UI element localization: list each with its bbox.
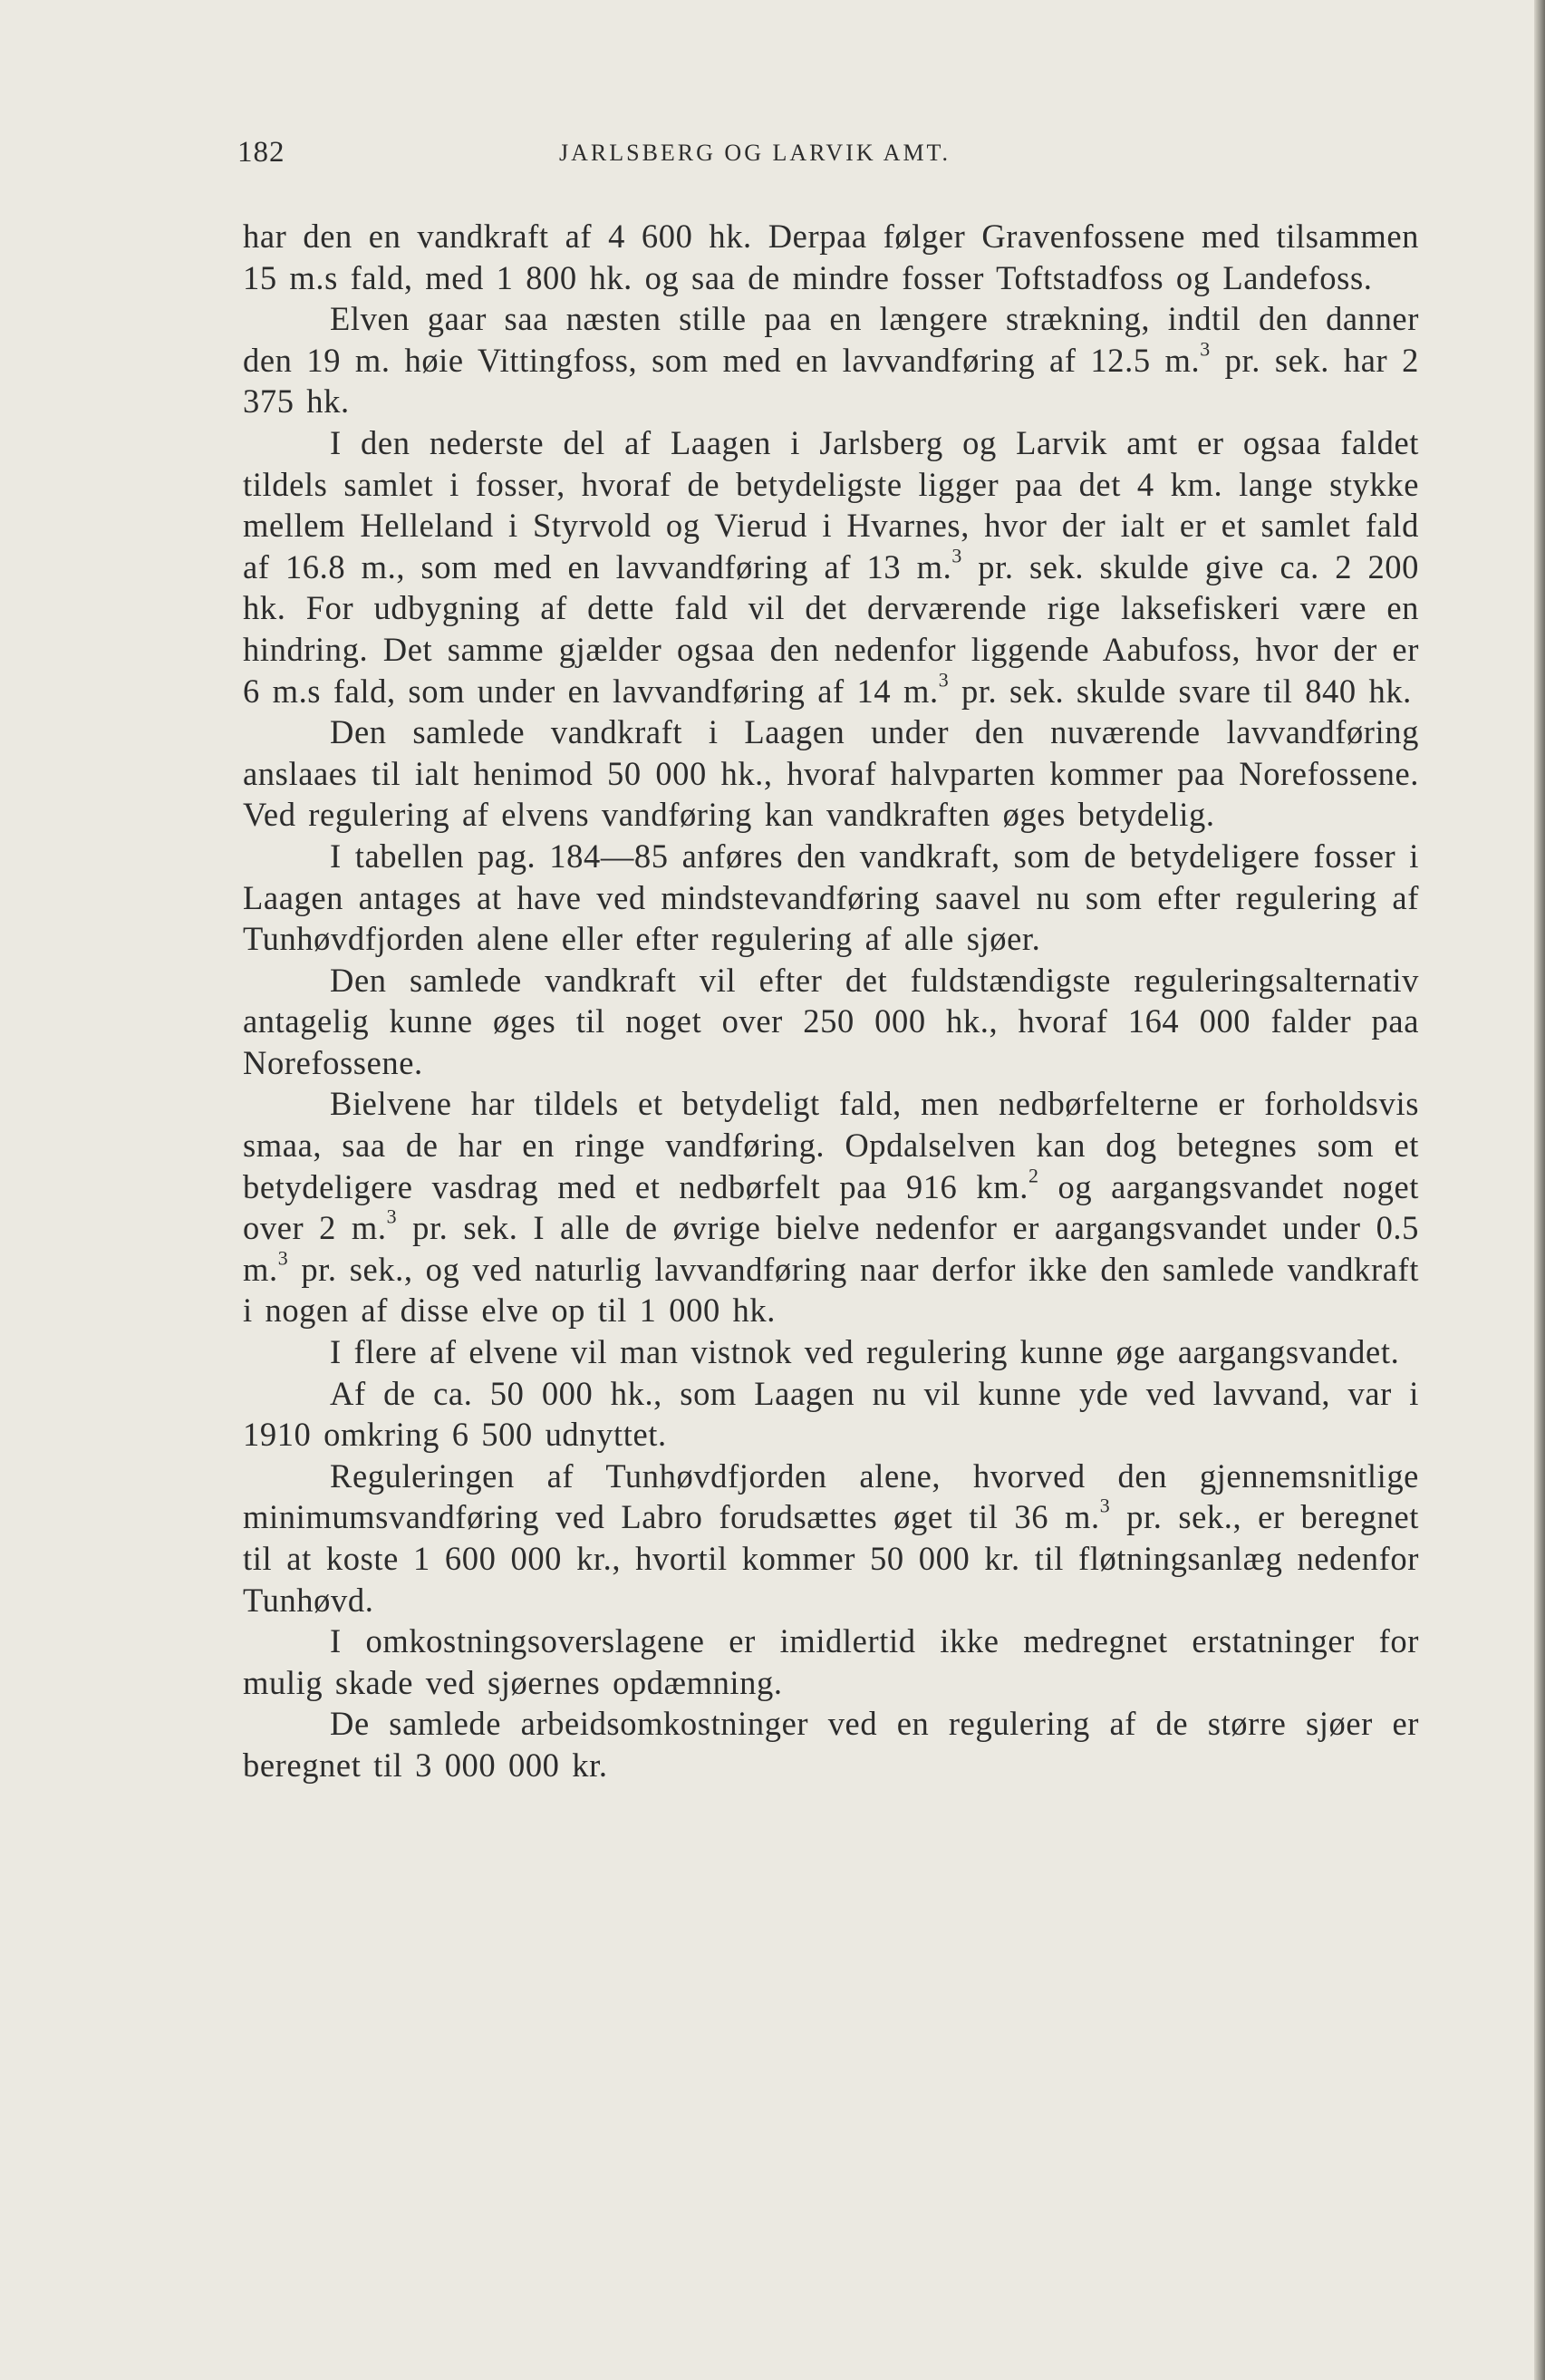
- superscript: 3: [938, 668, 950, 692]
- page-header: [237, 136, 1116, 172]
- text-segment: Den samlede vandkraft vil efter det fuldstændigste reguleringsalternativ antagelig kunne øges til noget over 250 000 hk., hvoraf 164 000 falder paa Norefossene.: [243, 961, 1419, 1081]
- text-segment: pr. sek. skulde svare til 840 hk.: [949, 672, 1412, 710]
- text-segment: Den samlede vandkraft i Laagen under den nuværende lavvandføring anslaaes til ialt henimod 50 000 hk., hvoraf halvparten kommer paa Norefossene. Ved regulering af elvens vandføring kan vandkraften øges betydelig.: [243, 713, 1419, 834]
- text-segment: I omkostningsoverslagene er imidlertid ikke medregnet erstatninger for mulig skade ved sjøernes opdæmning.: [243, 1622, 1419, 1701]
- text-segment: pr. sek., og ved naturlig lavvandføring naar derfor ikke den samlede vandkraft i nogen af disse elve op til 1 000 hk.: [243, 1250, 1419, 1330]
- superscript: 3: [1099, 1494, 1111, 1517]
- paragraph: [243, 1621, 1419, 1703]
- paragraph: [243, 711, 1419, 836]
- superscript: 2: [1028, 1164, 1039, 1187]
- text-segment: Elven gaar saa næsten stille paa en længere strækning, indtil den danner den 19 m. høie Vittingfoss, som med en lavvandføring af 12.5 m.: [243, 300, 1419, 379]
- page-number: 182: [237, 136, 285, 169]
- superscript: 3: [277, 1246, 289, 1270]
- paragraph: [243, 216, 1419, 298]
- body-text: [243, 216, 1419, 1786]
- text-segment: I den nederste del af Laagen i Jarlsberg og Larvik amt er ogsaa faldet tildels samlet i fosser, hvoraf de betydeligste ligger paa det 4 km. lange stykke mellem Helleland i Styrvold og Vierud i Hvarnes, hvor der ialt er et samlet fald af 16.8 m., som med en lavvandføring af 13 m.: [243, 423, 1419, 585]
- superscript: 3: [386, 1205, 398, 1228]
- text-segment: pr. sek. har 2 375 hk.: [243, 341, 1419, 421]
- paragraph: [243, 960, 1419, 1084]
- paragraph: [243, 1331, 1419, 1373]
- page-edge: [1534, 0, 1545, 2380]
- text-segment: Bielvene har tildels et betydeligt fald, men nedbørfelterne er forholdsvis smaa, saa de har en ringe vandføring. Opdalselven kan dog betegnes som et betydeligere vasdrag med et nedbørfelt paa 916 km.: [243, 1085, 1419, 1205]
- superscript: 3: [1200, 337, 1211, 361]
- paragraph: [243, 1703, 1419, 1785]
- superscript: 3: [951, 544, 962, 567]
- text-segment: I tabellen pag. 184—85 anføres den vandkraft, som de betydeligere fosser i Laagen antages at have ved mindstevandføring saavel nu som efter regulering af Tunhøvdfjorden alene eller efter regulering af alle sjøer.: [243, 837, 1419, 958]
- paragraph: [243, 298, 1419, 422]
- text-segment: pr. sek. I alle de øvrige bielve nedenfor er aargangsvandet under 0.5 m.: [243, 1209, 1419, 1288]
- text-segment: har den en vandkraft af 4 600 hk. Derpaa følger Gravenfossene med tilsammen 15 m.s fald, med 1 800 hk. og saa de mindre fosser Toftstadfoss og Landefoss.: [243, 218, 1419, 296]
- paragraph: [243, 1083, 1419, 1331]
- paragraph: [243, 836, 1419, 960]
- text-segment: og aargangsvandet noget over 2 m.: [243, 1167, 1419, 1247]
- text-segment: I flere af elvene vil man vistnok ved regulering kunne øge aargangsvandet.: [330, 1333, 1400, 1371]
- paragraph: [243, 1373, 1419, 1456]
- text-segment: Af de ca. 50 000 hk., som Laagen nu vil kunne yde ved lavvand, var i 1910 omkring 6 500 udnyttet.: [243, 1374, 1419, 1454]
- text-segment: Reguleringen af Tunhøvdfjorden alene, hvorved den gjennemsnitlige minimumsvandføring ved Labro forudsættes øget til 36 m.: [243, 1456, 1419, 1536]
- text-segment: pr. sek. skulde give ca. 2 200 hk. For udbygning af dette fald vil det derværende rige laksefiskeri være en hindring. Det samme gjælder ogsaa den nedenfor liggende Aabufoss, hvor der er 6 m.s fald, som under en lavvandføring af 14 m.: [243, 547, 1420, 710]
- running-head: JARLSBERG OG LARVIK AMT.: [559, 140, 951, 166]
- paragraph: [243, 422, 1419, 711]
- text-segment: De samlede arbeidsomkostninger ved en regulering af de større sjøer er beregnet til 3 000 000 kr.: [243, 1705, 1419, 1784]
- text-segment: pr. sek., er beregnet til at koste 1 600 000 kr., hvortil kommer 50 000 kr. til fløtningsanlæg nedenfor Tunhøvd.: [243, 1498, 1419, 1619]
- paragraph: [243, 1456, 1419, 1621]
